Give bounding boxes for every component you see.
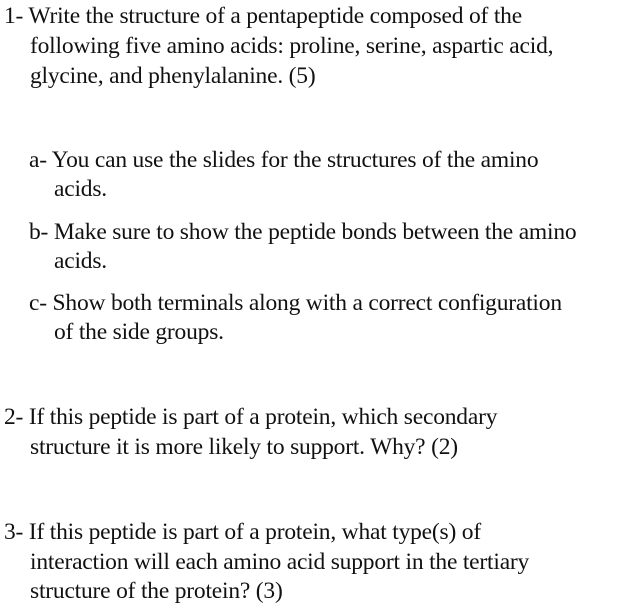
question-3-line-1: 3- If this peptide is part of a protein, what type(s) of [4, 519, 481, 545]
question-1-line-2: following five amino acids: proline, serine, aspartic acid, [30, 33, 554, 59]
question-2-line-2: structure it is more likely to support. Why? (2) [30, 434, 458, 460]
subitem-c-line-2: of the side groups. [54, 319, 224, 345]
question-3-line-3: structure of the protein? (3) [30, 578, 283, 604]
question-2-line-1: 2- If this peptide is part of a protein, which secondary [4, 404, 498, 430]
subitem-a-line-1: a- You can use the slides for the structures of the amino [29, 147, 539, 173]
question-1-line-1: 1- Write the structure of a pentapeptide composed of the [4, 3, 522, 29]
subitem-c-line-1: c- Show both terminals along with a correct configuration [29, 290, 562, 316]
question-1-line-3: glycine, and phenylalanine. (5) [30, 63, 316, 89]
subitem-a-line-2: acids. [54, 176, 107, 202]
subitem-b-line-2: acids. [54, 248, 107, 274]
question-3-line-2: interaction will each amino acid support in the tertiary [30, 549, 530, 575]
subitem-b-line-1: b- Make sure to show the peptide bonds between the amino [29, 219, 577, 245]
